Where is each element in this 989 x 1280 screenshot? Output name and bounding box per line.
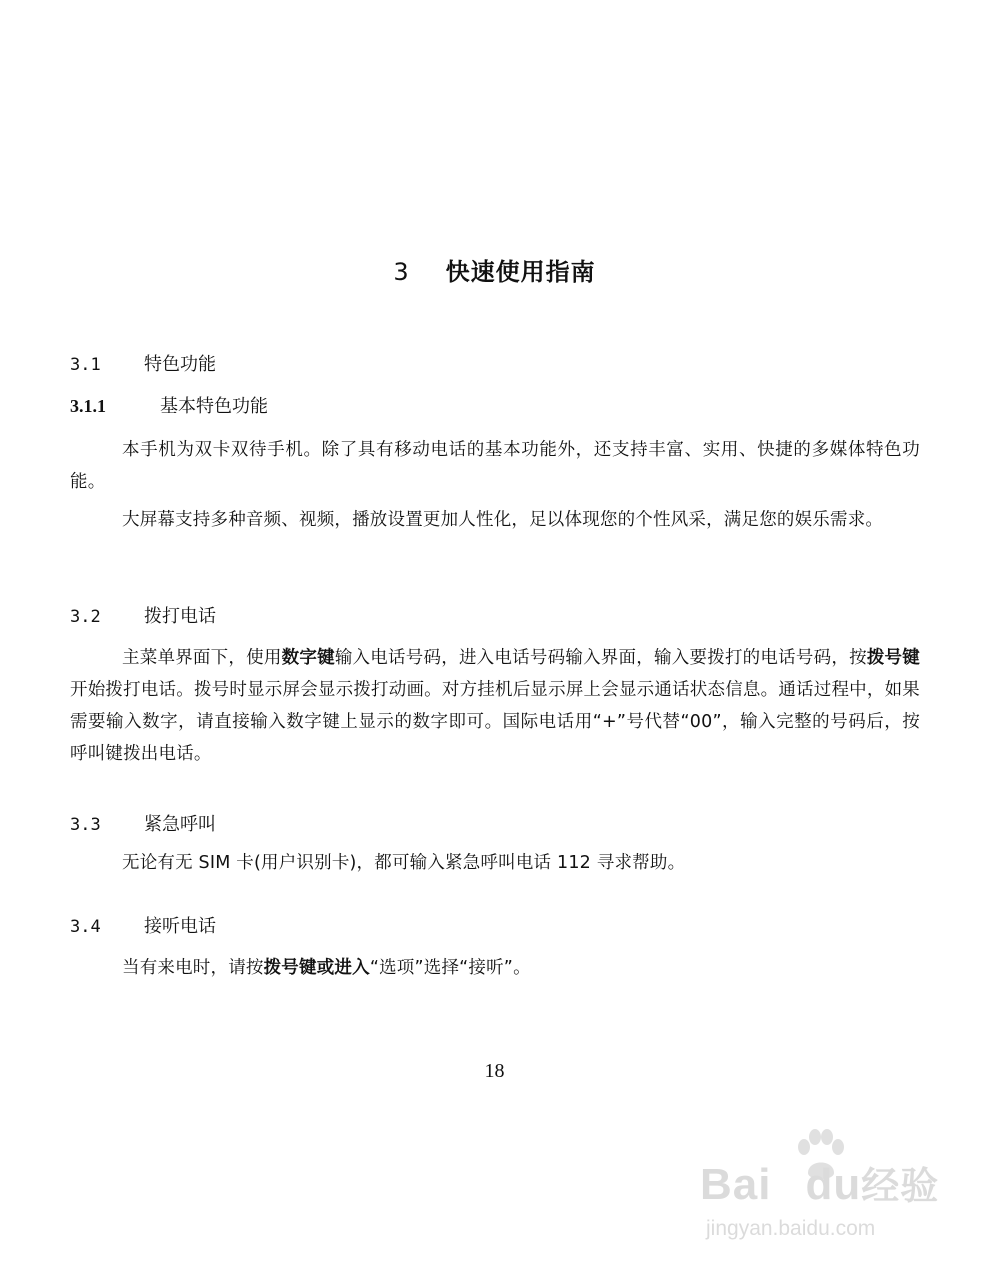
- text-run: “选项”选择“接听”。: [369, 958, 531, 978]
- section-number: 3.4: [70, 917, 101, 937]
- paragraph-emergency-call: 无论有无 SIM 卡(用户识别卡)，都可输入紧急呼叫电话 112 寻求帮助。: [122, 853, 686, 873]
- section-title: 特色功能: [144, 354, 216, 375]
- emphasis-dial-key-or-enter: 拨号键或进入: [263, 958, 370, 978]
- watermark-logo-text: Bai du经验: [700, 1160, 940, 1209]
- emphasis-number-keys: 数字键: [281, 648, 335, 668]
- section-number: 3.1: [70, 355, 101, 375]
- section-number: 3.3: [70, 815, 101, 835]
- section-title: 接听电话: [144, 916, 216, 937]
- chapter-number: 3: [393, 258, 410, 286]
- paragraph-answer-call: [70, 952, 920, 984]
- section-heading-3-4: [70, 912, 216, 938]
- section-number: 3.2: [70, 607, 101, 627]
- section-heading-3-1: [70, 350, 216, 376]
- page-number: 18: [484, 1060, 505, 1082]
- watermark-url: jingyan.baidu.com: [706, 1217, 876, 1240]
- paragraph-dual-sim: 本手机为双卡双待手机。除了具有移动电话的基本功能外，还支持丰富、实用、快捷的多媒体特色功能。: [70, 440, 920, 492]
- text-run: 输入电话号码，进入电话号码输入界面，输入要拨打的电话号码，按: [334, 648, 867, 668]
- section-heading-3-3: [70, 810, 216, 836]
- section-title: 拨打电话: [144, 606, 216, 627]
- chapter-title: [0, 252, 989, 287]
- text-run: 当有来电时，请按: [122, 958, 264, 978]
- text-run: 主菜单界面下，使用: [122, 648, 282, 668]
- paragraph-make-call: [70, 642, 920, 770]
- text-run: 开始拨打电话。拨号时显示屏会显示拨打动画。对方挂机后显示屏上会显示通话状态信息。通话过程中，如果需要输入数字，请直接输入数字键上显示的数字即可。国际电话用“+”号代替“00”，输入完整的号码后，按呼叫键拨出电话。: [70, 680, 920, 764]
- subsection-number: 3.1.1: [70, 396, 106, 416]
- subsection-heading-3-1-1: [70, 392, 268, 418]
- subsection-title: 基本特色功能: [160, 396, 268, 417]
- baidu-jingyan-watermark: [700, 1125, 950, 1255]
- chapter-title-text: 快速使用指南: [445, 258, 596, 286]
- section-heading-3-2: [70, 602, 216, 628]
- paragraph-large-screen: 大屏幕支持多种音频、视频，播放设置更加人性化，足以体现您的个性风采，满足您的娱乐需求。: [122, 510, 884, 530]
- emphasis-dial-key: 拨号键: [866, 648, 920, 668]
- section-title: 紧急呼叫: [144, 814, 216, 835]
